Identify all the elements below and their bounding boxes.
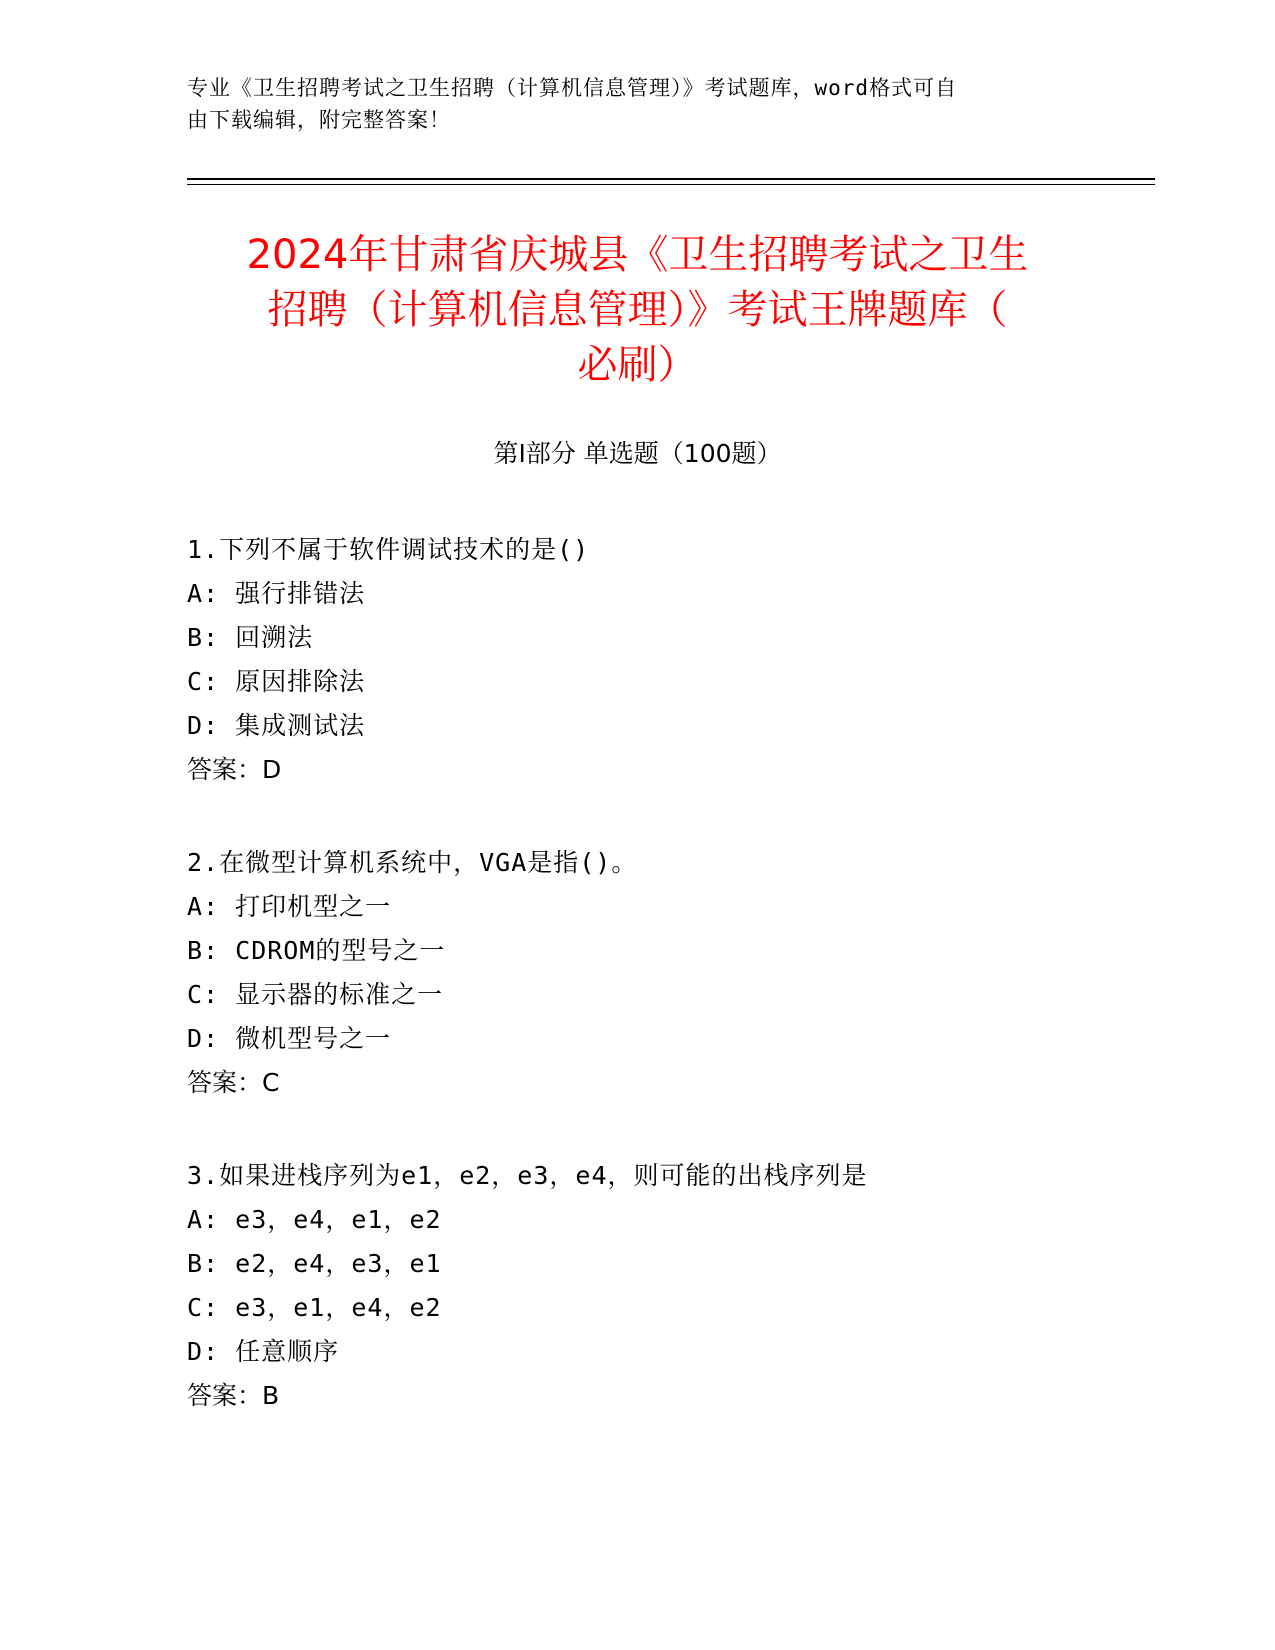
title-line-3: 必刷） bbox=[577, 342, 698, 388]
option-b: B: e2，e4，e3，e1 bbox=[187, 1249, 442, 1278]
title-line-1: 2024年甘肃省庆城县《卫生招聘考试之卫生 bbox=[246, 232, 1029, 278]
option-c: C: 显示器的标准之一 bbox=[187, 980, 444, 1009]
header-note-line-1: 专业《卫生招聘考试之卫生招聘（计算机信息管理）》考试题库，word格式可自 bbox=[187, 76, 958, 100]
question-stem: 2.在微型计算机系统中，VGA是指()。 bbox=[187, 848, 638, 877]
option-d: D: 任意顺序 bbox=[187, 1337, 340, 1366]
option-c: C: 原因排除法 bbox=[187, 667, 366, 696]
answer: 答案：B bbox=[187, 1381, 280, 1410]
question-stem: 3.如果进栈序列为e1，e2，e3，e4，则可能的出栈序列是 bbox=[187, 1161, 868, 1190]
option-b: B: CDROM的型号之一 bbox=[187, 936, 446, 965]
document-title bbox=[150, 228, 1125, 393]
option-a: A: 强行排错法 bbox=[187, 579, 366, 608]
header-rule-thick bbox=[187, 178, 1155, 180]
question-3 bbox=[187, 1154, 1147, 1418]
question-2 bbox=[187, 841, 1147, 1105]
header-note bbox=[187, 72, 1067, 136]
option-c: C: e3，e1，e4，e2 bbox=[187, 1293, 442, 1322]
question-1 bbox=[187, 528, 1147, 792]
question-list bbox=[187, 528, 1147, 1467]
option-a: A: 打印机型之一 bbox=[187, 892, 392, 921]
question-stem: 1.下列不属于软件调试技术的是() bbox=[187, 535, 590, 564]
section-heading: 第Ⅰ部分 单选题（100题） bbox=[493, 439, 782, 468]
option-d: D: 集成测试法 bbox=[187, 711, 366, 740]
header-note-line-2: 由下载编辑，附完整答案！ bbox=[187, 108, 451, 132]
title-line-2: 招聘（计算机信息管理）》考试王牌题库（ bbox=[267, 287, 1008, 333]
option-a: A: e3，e4，e1，e2 bbox=[187, 1205, 442, 1234]
answer: 答案：D bbox=[187, 755, 282, 784]
header-rule-thin bbox=[187, 184, 1155, 185]
answer: 答案：C bbox=[187, 1068, 280, 1097]
option-d: D: 微机型号之一 bbox=[187, 1024, 392, 1053]
option-b: B: 回溯法 bbox=[187, 623, 314, 652]
